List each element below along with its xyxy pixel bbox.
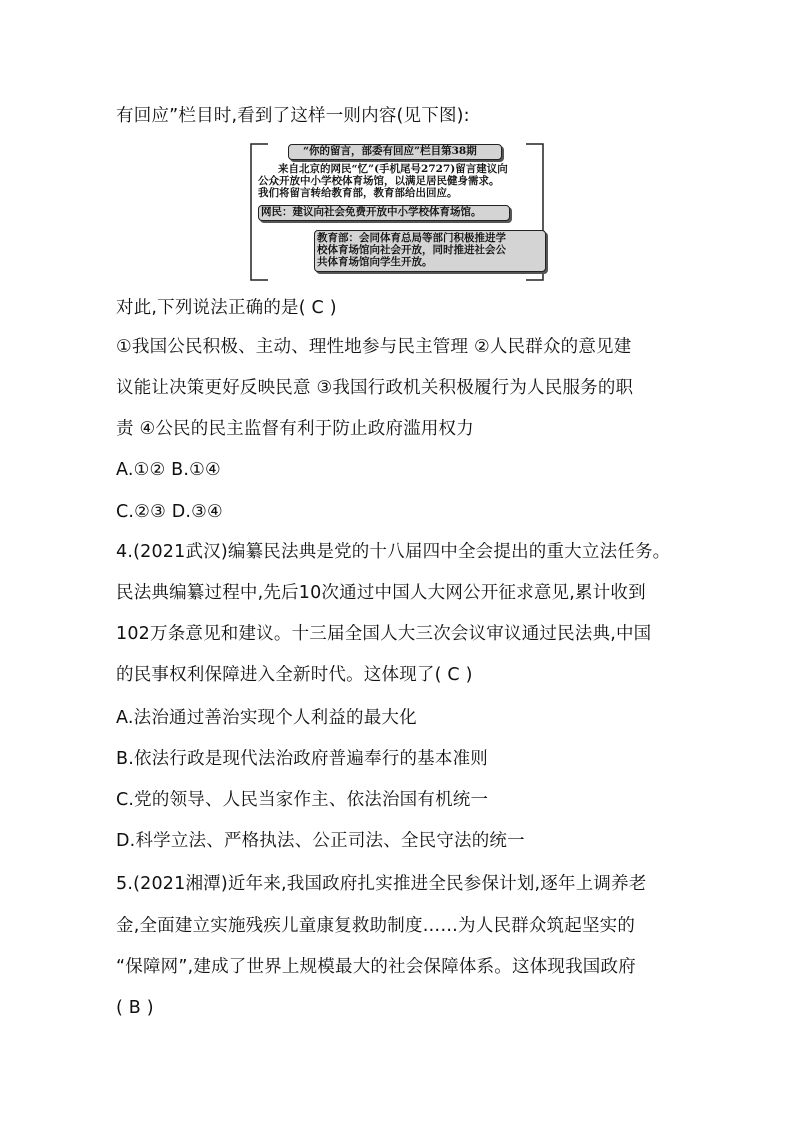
q4-option-c: C.党的领导、人民当家作主、依法治国有机统一	[116, 790, 489, 810]
ministry-line-3: 共体育场馆向学生开放。	[317, 256, 433, 268]
ministry-line-1: 教育部：会同体育总局等部门积极推进学	[317, 232, 506, 244]
message-line-2: 公众开放中小学校体育场馆，以满足居民健身需求。	[258, 175, 500, 187]
q5-line-1: 5.(2021湘潭)近年来,我国政府扎实推进全民参保计划,逐年上调养老	[116, 874, 647, 894]
q3-intro-line: 有回应”栏目时,看到了这样一则内容(见下图):	[116, 106, 470, 126]
q3-choices-ab: A.①② B.①④	[116, 460, 221, 480]
q5-line-2: 金,全面建立实施残疾儿童康复救助制度……为人民群众筑起坚实的	[116, 916, 636, 936]
q4-option-a: A.法治通过善治实现个人利益的最大化	[116, 708, 417, 728]
column-header-box	[288, 144, 502, 160]
q4-option-b: B.依法行政是现代法治政府普遍奉行的基本准则	[116, 749, 488, 769]
q3-statements-line-2: 议能让决策更好反映民意 ③我国行政机关积极履行为人民服务的职	[116, 378, 634, 398]
netizen-text: 网民：建议向社会免费开放中小学校体育场馆。	[261, 206, 482, 218]
netizen-bubble	[258, 205, 510, 221]
ministry-line-2: 校体育场馆向社会开放，同时推进社会公	[317, 244, 506, 256]
q3-statements-line-1: ①我国公民积极、主动、理性地参与民主管理 ②人民群众的意见建	[116, 337, 632, 357]
q3-statements-line-3: 责 ④公民的民主监督有利于防止政府滥用权力	[116, 419, 474, 439]
q4-line-3: 102万条意见和建议。十三届全国人大三次会议审议通过民法典,中国	[116, 624, 652, 644]
column-header-text: “你的留言，部委有回应”栏目第38期	[303, 145, 477, 157]
q3-choices-cd: C.②③ D.③④	[116, 502, 223, 522]
q5-line-3: “保障网”,建成了世界上规模最大的社会保障体系。这体现我国政府	[116, 957, 636, 977]
q3-illustration	[248, 142, 546, 282]
q3-stem: 对此,下列说法正确的是( C )	[116, 298, 337, 318]
q4-option-d: D.科学立法、严格执法、公正司法、全民守法的统一	[116, 831, 525, 851]
message-line-1: 来自北京的网民“忆”(手机尾号2727)留言建议向	[278, 163, 508, 175]
ministry-bubble	[314, 230, 546, 272]
q4-line-1: 4.(2021武汉)编纂民法典是党的十八届四中全会提出的重大立法任务。	[116, 542, 671, 562]
q4-line-2: 民法典编纂过程中,先后10次通过中国人大网公开征求意见,累计收到	[116, 583, 646, 603]
message-line-3: 我们将留言转给教育部，教育部给出回应。	[258, 187, 458, 199]
q5-line-4: ( B )	[116, 998, 154, 1018]
q4-line-4: 的民事权利保障进入全新时代。这体现了( C )	[116, 665, 473, 685]
